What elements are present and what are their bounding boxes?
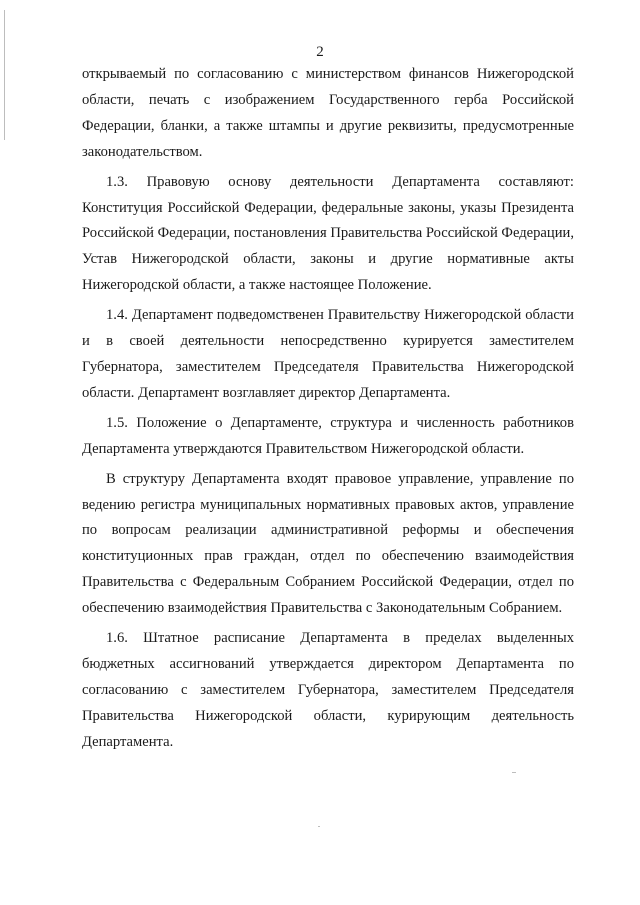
paragraph-1-4: 1.4. Департамент подведомственен Правительству Нижегородской области и в своей деятельности непосредственно курируется заместителем Губернатора, заместителем Председателя Правительства Нижегородской области. Департамент возглавляет директор Департамента. xyxy=(82,307,574,401)
paragraph-1-5: 1.5. Положение о Департаменте, структура и численность работников Департамента утверждаются Правительством Нижегородской области. xyxy=(82,414,574,457)
scan-dot xyxy=(318,826,320,827)
page-number: 2 xyxy=(316,44,324,60)
paragraph-structure: В структуру Департамента входят правовое управление, управление по ведению регистра муниципальных нормативных правовых актов, управление по вопросам реализации административной реформы и обеспечения конституционных прав граждан, отдел по обеспечению взаимодействия Правительства с Федеральным Собранием Российской Федерации, отдел по обеспечению взаимодействия Правительства с Законодательным Собранием. xyxy=(82,470,574,617)
scan-edge-mark xyxy=(4,10,5,140)
paragraph-1-6: 1.6. Штатное расписание Департамента в пределах выделенных бюджетных ассигнований утверждается директором Департамента по согласованию с заместителем Губернатора, заместителем Председателя Правительства Нижегородской области, курирующим деятельность Департамента. xyxy=(82,630,574,750)
scan-dot xyxy=(512,772,516,773)
paragraph-continuation: открываемый по согласованию с министерством финансов Нижегородской области, печать с изображением Государственного герба Российской Федерации, бланки, а также штампы и другие реквизиты, предусмотренные законодательством. xyxy=(82,66,574,160)
paragraph-1-3: 1.3. Правовую основу деятельности Департамента составляют: Конституция Российской Федерации, федеральные законы, указы Президента Российской Федерации, постановления Правительства Российской Федерации, Устав Нижегородской области, законы и другие нормативные акты Нижегородской области, а также настоящее Положение. xyxy=(82,173,574,294)
document-body xyxy=(82,62,574,760)
